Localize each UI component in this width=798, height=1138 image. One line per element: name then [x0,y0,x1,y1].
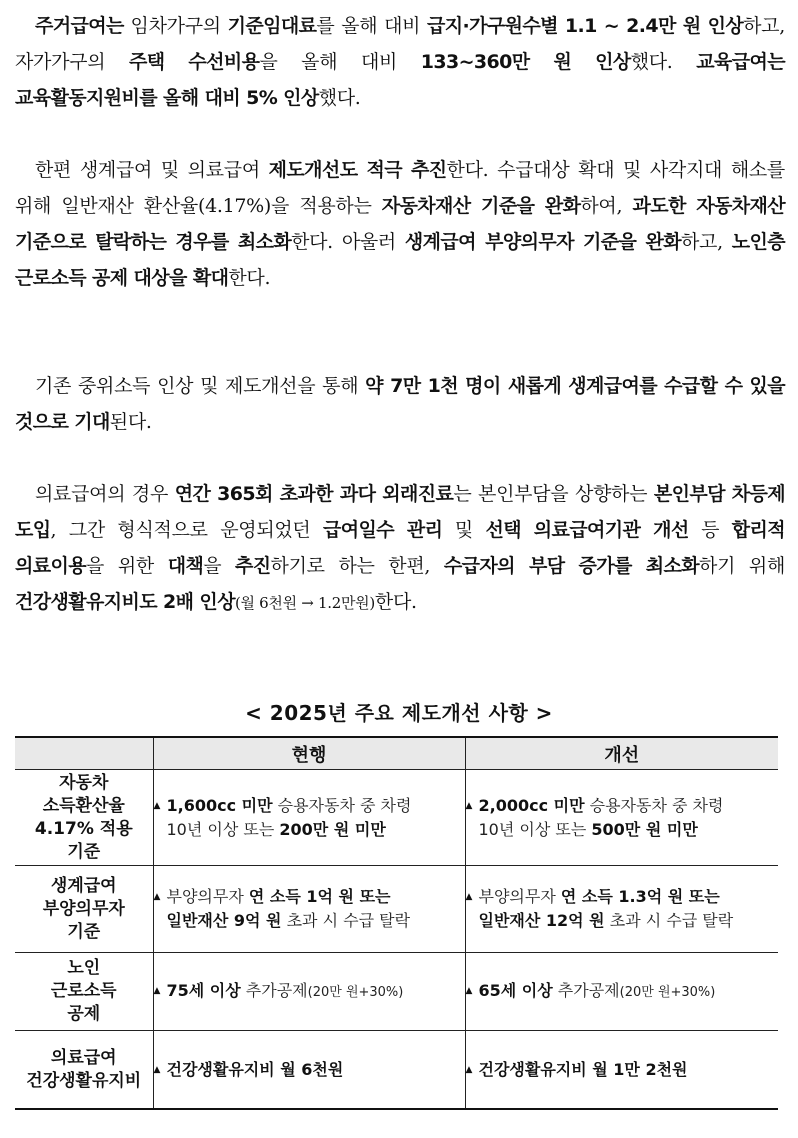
cell-improved [465,953,778,1031]
text-bold: 133~360만 원 인상 [420,51,631,73]
text-bold: 65세 이상 [478,980,553,1000]
small-triangle-bullet-icon: ▲ [153,892,161,902]
text-bold: 건강생활유지비도 2배 인상 [15,591,235,613]
table-row [15,1031,778,1110]
text: 했다. [630,51,697,73]
cell-current [153,866,465,953]
text: 한다. 아울러 [291,231,405,253]
text: 및 [442,519,486,541]
text-bold: 500만 원 미만 [591,819,698,839]
text: 초과 시 수급 탈락 [281,911,411,930]
text-bold: 합리적 의료이용 [15,519,785,577]
text: 을 [203,555,236,577]
column-header-improved: 개선 [465,737,778,770]
text-bold: 건강생활유지비 월 1만 2천원 [478,1059,688,1079]
row-label: 생계급여 부양의무자 기준 [15,866,153,953]
text-bold: 급지·가구원수별 1.1 ~ 2.4만 원 인상 [426,15,744,37]
text: 하고, 자가가구의 [15,15,785,73]
paragraph-housing-education [15,8,785,116]
text: 부양의무자 [166,887,249,906]
text: 임차가구의 [123,15,228,37]
text-bold: 200만 원 미만 [279,819,386,839]
text: 추가공제 [240,980,308,1000]
text-bold: 일반재산 12억 원 [478,911,605,930]
text: 하고, [680,231,732,253]
cell-current [153,770,465,866]
text-bold: 주택 수선비용 [128,51,260,73]
table-title: < 2025년 주요 제도개선 사항 > [245,701,553,725]
text-small: (20만 원+30%) [619,984,716,1000]
column-header-current: 현행 [153,737,465,770]
table-row [15,866,778,953]
text-bold: 교육급여는 교육활동지원비를 올해 대비 5% 인상 [15,51,786,109]
row-label: 자동차 소득환산율 4.17% 적용 기준 [15,770,153,866]
text-bold: 연 소득 1억 원 또는 [248,887,391,906]
text-bold: 1,600cc 미만 [166,795,273,815]
table-row [15,770,778,866]
text: 하여, [580,195,633,217]
small-triangle-bullet-icon: ▲ [465,985,473,996]
small-triangle-bullet-icon: ▲ [153,985,161,996]
paragraph-livelihood-medical [15,152,785,296]
text-bold: 노인층 근로소득 공제 대상을 확대 [15,231,785,289]
text: 초과 시 수급 탈락 [604,911,734,930]
text: 한다. 수급대상 확대 및 사각지대 해소를 위해 일반재산 환산율(4.17%)을 적용하는 [15,159,785,217]
text: 했다. [318,87,361,109]
row-label: 노인 근로소득 공제 [15,953,153,1031]
text-bold: 본인부담 차등제 도입 [15,483,786,541]
text-bold: 생계급여 부양의무자 기준을 완화 [404,231,681,253]
reform-table [15,736,778,1110]
text: 하기로 하는 한편, [270,555,444,577]
text-bold: 선택 의료급여기관 개선 [485,519,689,541]
text: 10년 이상 또는 [478,819,592,839]
text: 을 올해 대비 [259,51,421,73]
text-bold: 추진 [235,555,271,577]
table-corner-cell [15,737,153,770]
row-label: 의료급여 건강생활유지비 [15,1031,153,1110]
cell-current [153,1031,465,1110]
text: 승용자동차 중 차령 [272,795,412,815]
cell-improved [465,1031,778,1110]
text-bold: 기준임대료 [227,15,317,37]
text-bold: 주거급여는 [35,15,124,37]
table-row [15,953,778,1031]
table-header-row [15,737,778,770]
text-bold: 수급자의 부담 증가를 최소화 [443,555,700,577]
text: 10년 이상 또는 [166,819,280,839]
small-triangle-bullet-icon: ▲ [465,1064,473,1075]
text-bold: 일반재산 9억 원 [166,911,282,930]
text: 한다. [374,591,417,613]
text: 기존 중위소득 인상 및 제도개선을 통해 [35,375,366,397]
cell-current [153,953,465,1031]
text: , 그간 형식적으로 운영되었던 [50,519,324,541]
small-triangle-bullet-icon: ▲ [153,1064,161,1075]
text-bold: 제도개선도 적극 추진 [268,159,447,181]
paragraph-medical-aid [15,476,785,621]
text-bold: 연 소득 1.3억 원 또는 [560,887,720,906]
paragraph-expected-recipients [15,368,785,440]
text: 된다. [109,411,152,433]
small-triangle-bullet-icon: ▲ [465,800,473,811]
text: 는 본인부담을 상향하는 [453,483,654,505]
text-bold: 급여일수 관리 [323,519,443,541]
text: 등 [688,519,732,541]
text-bold: 대책 [167,555,204,577]
text: 의료급여의 경우 [35,483,175,505]
text-bold: 75세 이상 [166,980,241,1000]
text: 하기 위해 [699,555,786,577]
text: 을 위한 [86,555,168,577]
text-bold: 자동차재산 기준을 완화 [381,195,581,217]
text: 를 올해 대비 [316,15,427,37]
text-bold: 연간 365회 초과한 과다 외래진료 [174,483,454,505]
text-small: (20만 원+30%) [307,984,404,1000]
text: 한다. [228,267,271,289]
small-triangle-bullet-icon: ▲ [465,892,473,902]
text: 승용자동차 중 차령 [584,795,724,815]
small-triangle-bullet-icon: ▲ [153,800,161,811]
text-bold: 건강생활유지비 월 6천원 [166,1059,344,1079]
cell-improved [465,866,778,953]
text-bold: 약 7만 1천 명이 새롭게 생계급여를 수급할 수 있을 것으로 기대 [15,375,786,433]
text-bold: 2,000cc 미만 [478,795,585,815]
text: 한편 생계급여 및 의료급여 [35,159,269,181]
text-bold: 과도한 자동차재산 기준으로 탈락하는 경우를 최소화 [15,195,785,253]
text: 부양의무자 [478,887,561,906]
text-small: (월 6천원 → 1.2만원) [234,594,375,612]
cell-improved [465,770,778,866]
text: 추가공제 [552,980,620,1000]
